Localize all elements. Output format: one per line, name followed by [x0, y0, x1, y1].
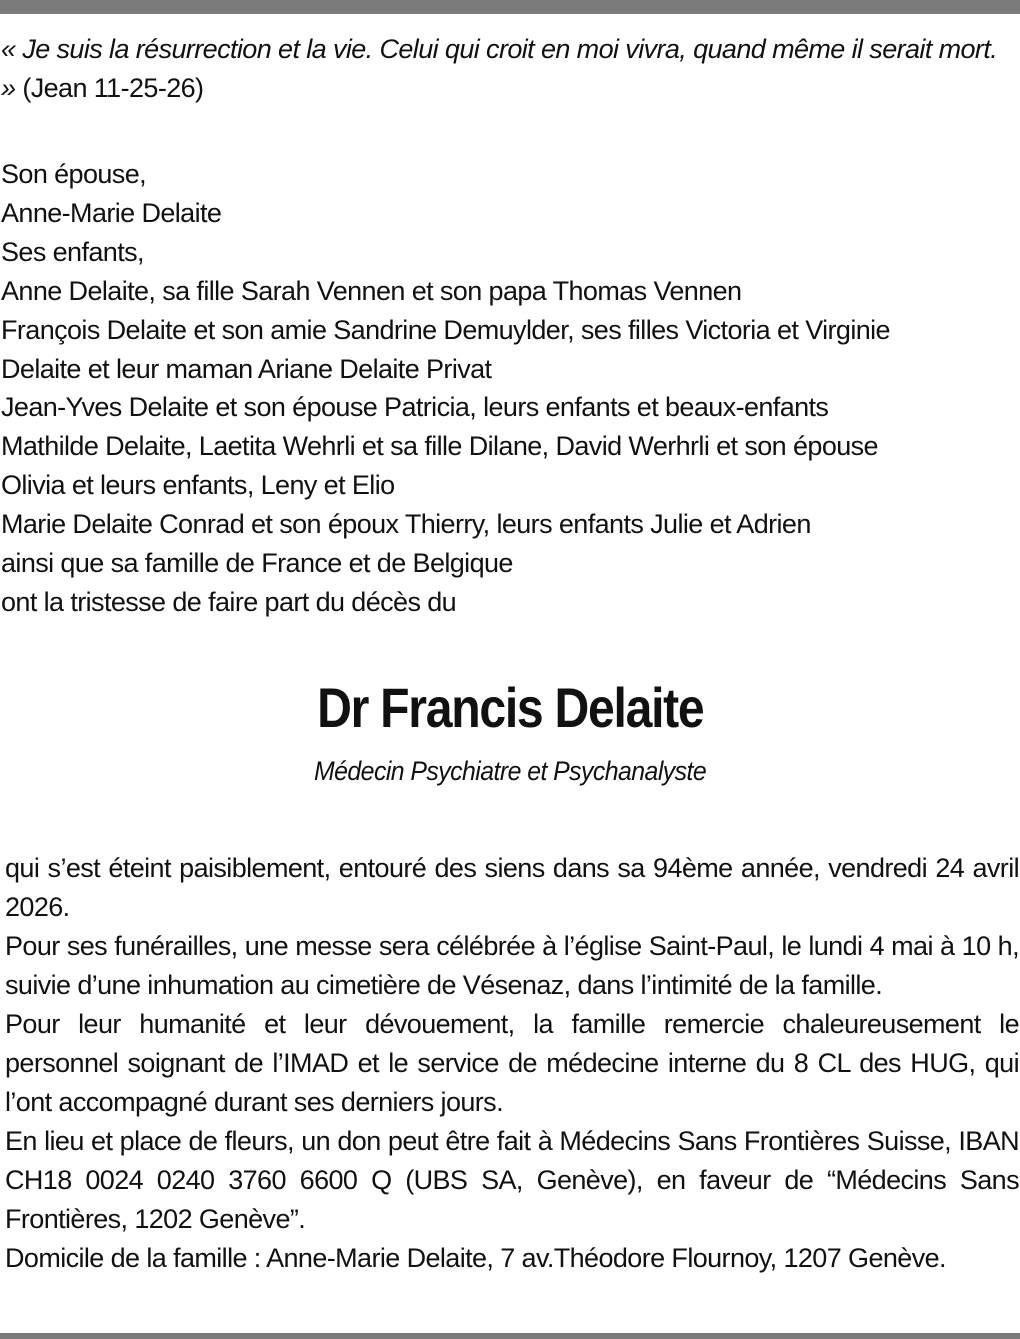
family-line: Olivia et leurs enfants, Leny et Elio [1, 470, 395, 501]
body-paragraph: Pour leur humanité et leur dévouement, la famille remercie chaleureusement le personnel soignant de l’IMAD et le service de médecine interne du 8 CL des HUG, qui l’ont accompagné durant ses derniers jours. [5, 1009, 1019, 1117]
family-line: Son épouse, [1, 159, 147, 189]
family-line: Mathilde Delaite, Laetita Wehrli et sa fille Dilane, David Werhrli et son épouse [1, 431, 878, 462]
family-announcement [1, 155, 1019, 622]
quote-reference: (Jean 11-25-26) [15, 73, 204, 103]
family-line: ainsi que sa famille de France et de Belgique [1, 548, 513, 579]
quote-text: « Je suis la résurrection et la vie. Celui qui croit en moi vivra, quand même il serait mort. » [1, 34, 998, 103]
announcement-body [5, 849, 1019, 1278]
family-line: Anne-Marie Delaite [1, 197, 222, 228]
family-address: Domicile de la famille : Anne-Marie Delaite, 7 av.Théodore Flournoy, 1207 Genève. [5, 1243, 946, 1273]
scripture-quote [1, 30, 1017, 108]
family-line: ont la tristesse de faire part du décès du [1, 586, 457, 617]
deceased-title: Médecin Psychiatre et Psychanalyste [314, 756, 707, 786]
family-line: Marie Delaite Conrad et son époux Thierry, leurs enfants Julie et Adrien [1, 509, 811, 540]
body-paragraph: En lieu et place de fleurs, un don peut être fait à Médecins Sans Frontières Suisse, IBAN CH18 0024 0240 3760 6600 Q (UBS SA, Genève), en faveur de “Médecins Sans Frontières, 1202 Genève”. [5, 1126, 1019, 1234]
family-line: Ses enfants, [1, 236, 144, 267]
deceased-name: Dr Francis Delaite [317, 676, 704, 739]
body-paragraph: qui s’est éteint paisiblement, entouré des siens dans sa 94ème année, vendredi 24 avril 2026. [5, 853, 1019, 922]
body-paragraph: Pour ses funérailles, une messe sera célébrée à l’église Saint-Paul, le lundi 4 mai à 10 h, suivie d’une inhumation au cimetière de Vésenaz, dans l’intimité de la famille. [5, 931, 1019, 1000]
bottom-border-rule [0, 1333, 1020, 1339]
family-line: François Delaite et son amie Sandrine Demuylder, ses filles Victoria et Virginie [1, 314, 890, 345]
top-border-rule [0, 0, 1020, 14]
family-line: Delaite et leur maman Ariane Delaite Privat [1, 353, 492, 384]
family-line: Jean-Yves Delaite et son épouse Patricia, leurs enfants et beaux-enfants [1, 392, 829, 423]
family-line: Anne Delaite, sa fille Sarah Vennen et son papa Thomas Vennen [1, 275, 742, 306]
